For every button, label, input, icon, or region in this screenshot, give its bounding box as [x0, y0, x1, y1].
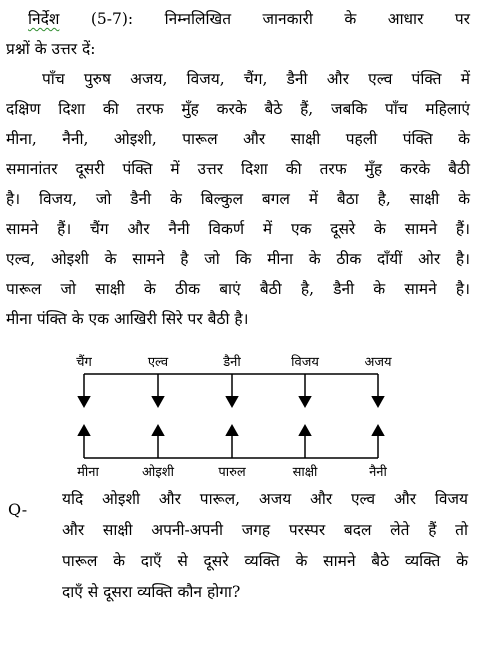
question-line: यदि ओइशी और पारूल, अजय और एल्व और विजय [62, 490, 468, 508]
passage-line: प्रश्नों के उत्तर दें: [6, 40, 96, 58]
bottom-person-label: साक्षी [292, 465, 318, 480]
bottom-person-label: नैनी [369, 465, 387, 480]
question-label: Q- [8, 500, 28, 519]
passage [6, 4, 470, 334]
question-line: और साक्षी अपनी-अपनी जगह परस्पर बदल लेते हैं तो [62, 521, 468, 539]
passage-line: मीना पंक्ति के एक आखिरी सिरे पर बैठी है। [6, 310, 249, 328]
passage-line: मीना, नैनी, ओइशी, पारूल और साक्षी पहली पंक्ति के [6, 130, 470, 148]
top-person-label: डैनी [223, 355, 241, 370]
heading-range: (5-7): [90, 10, 134, 28]
passage-line: पारूल जो साक्षी के ठीक बाएं बैठी है, डैनी के सामने है। [6, 280, 470, 298]
top-person-label: अजय [364, 355, 392, 370]
top-person-label: एल्व [147, 355, 169, 370]
bottom-person-label: ओइशी [142, 465, 174, 480]
seating-diagram [0, 348, 496, 483]
heading-rest: निम्नलिखित जानकारी के आधार पर [164, 10, 470, 28]
heading-label: निर्देश [28, 10, 60, 28]
question-line: दाएँ से दूसरा व्यक्ति कौन होगा? [62, 583, 241, 601]
passage-line: पाँच पुरुष अजय, विजय, चैंग, डैनी और एल्व पंक्ति में [42, 70, 470, 88]
passage-heading [6, 4, 470, 34]
passage-line: एल्व, ओइशी के सामने है जो कि मीना के ठीक दाँयीं ओर है। [6, 250, 470, 268]
bottom-person-label: पारुल [218, 465, 246, 480]
question-text [62, 484, 468, 608]
passage-line: सामने हैं। चैंग और नैनी विकर्ण में एक दूसरे के सामने हैं। [6, 220, 470, 238]
passage-line: दक्षिण दिशा की तरफ मुँह करके बैठे हैं, जबकि पाँच महिलाएं [6, 100, 470, 118]
bottom-person-label: मीना [77, 465, 99, 480]
question-line: पारूल के दाएँ से दूसरे व्यक्ति के सामने बैठे व्यक्ति के [62, 552, 468, 570]
top-person-label: चैंग [76, 355, 92, 370]
top-person-label: विजय [291, 355, 319, 370]
passage-line: है। विजय, जो डैनी के बिल्कुल बगल में बैठा है, साक्षी के [6, 190, 470, 208]
passage-line: समानांतर दूसरी पंक्ति में उत्तर दिशा की तरफ मुँह करके बैठी [6, 160, 470, 178]
